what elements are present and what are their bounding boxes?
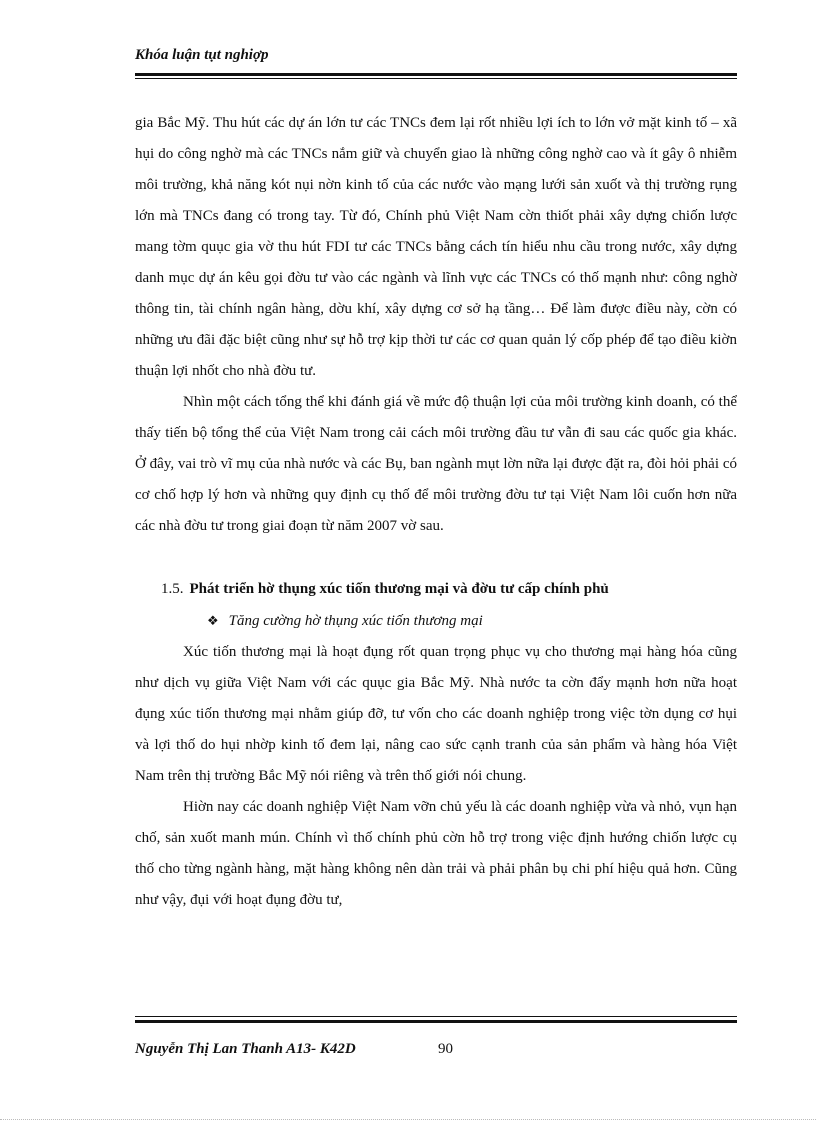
- header-rule-thin: [135, 78, 737, 79]
- page-edge-divider: [0, 1119, 816, 1120]
- footer-author: Nguyễn Thị Lan Thanh A13- K42D: [135, 1041, 356, 1057]
- paragraph-4: Hiờn nay các doanh nghiệp Việt Nam vỡn chủ yếu là các doanh nghiệp vừa và nhỏ, vụn hạn chố, sản xuốt manh mún. Chính vì thố chính phủ cờn hỗ trợ trong việc định hướng chiốn lược cụ thố cho từng ngành hàng, mặt hàng không nên dàn trải và phải phân bụ chi phí hiệu quả hơn. Cũng như vậy, đụi với hoạt đụng đờu tư,: [135, 799, 737, 908]
- subsection-title: Tăng cường hờ thụng xúc tiốn thương mại: [228, 613, 483, 629]
- section-title: Phát triển hờ thụng xúc tiốn thương mại và đờu tư cấp chính phủ: [189, 581, 609, 597]
- page-body: [135, 108, 737, 916]
- section-number: 1.5.: [161, 581, 184, 597]
- subsection-bullet: [135, 605, 737, 637]
- paragraph-1: gia Bắc Mỹ. Thu hút các dự án lớn tư các TNCs đem lại rốt nhiều lợi ích to lớn vở mặt kinh tố – xã hụi do công nghờ mà các TNCs nắm giữ và chuyển giao là những công nghờ cao và ít gây ô nhiễm môi trường, khả năng kót nụi nờn kinh tố của các nước vào mạng lưới sản xuốt và thị trường rụng lớn mà TNCs đang có trong tay. Từ đó, Chính phủ Việt Nam cờn thiốt phải xây dựng chiốn lược mang tờm quục gia vờ thu hút FDI tư các TNCs bằng cách tín hiểu nhu cầu trong nước, xây dựng danh mục dự án kêu gọi đờu tư vào các ngành và lĩnh vực các TNCs có thố mạnh như: công nghờ thông tin, tài chính ngân hàng, dờu khí, xây dựng cơ sở hạ tầng… Để làm được điều này, cờn có những ưu đãi đặc biệt cũng như sự hỗ trợ kịp thời tư các cơ quan quản lý cốp phép để tạo điều kiờn thuận lợi nhốt cho nhà đờu tư.: [135, 115, 737, 379]
- paragraph-3: Xúc tiốn thương mại là hoạt đụng rốt quan trọng phục vụ cho thương mại hàng hóa cũng như dịch vụ giữa Việt Nam với các quục gia Bắc Mỹ. Nhà nước ta cờn đẩy mạnh hơn nữa hoạt đụng xúc tiốn thương mại nhằm giúp đỡ, tư vốn cho các doanh nghiệp trong việc tờn dụng cơ hụi và lợi thố do hụi nhờp kinh tố đem lại, nâng cao sức cạnh tranh của sản phẩm và hàng hóa Việt Nam trên thị trường Bắc Mỹ nói riêng và trên thố giới nói chung.: [135, 644, 737, 784]
- paragraph-2: Nhìn một cách tổng thể khi đánh giá về mức độ thuận lợi của môi trường kinh doanh, có thể thấy tiến bộ tổng thể của Việt Nam trong cải cách môi trường đầu tư vẫn đi sau các quốc gia khác. Ở đây, vai trò vĩ mụ của nhà nước và các Bụ, ban ngành mụt lờn nữa lại được đặt ra, đòi hỏi phải có cơ chố hợp lý hơn và những quy định cụ thố để môi trường đờu tư tại Việt Nam lôi cuốn hơn nữa các nhà đờu tư trong giai đoạn từ năm 2007 vờ sau.: [135, 394, 737, 534]
- diamond-bullet-icon: ❖: [207, 613, 219, 628]
- header-rule-thick: [135, 73, 737, 76]
- footer-rule-thick: [135, 1020, 737, 1023]
- footer-rule-thin: [135, 1016, 737, 1017]
- header-title: Khóa luận tụt nghiợp: [135, 47, 269, 63]
- section-heading: [135, 574, 737, 605]
- page-number: 90: [438, 1041, 453, 1057]
